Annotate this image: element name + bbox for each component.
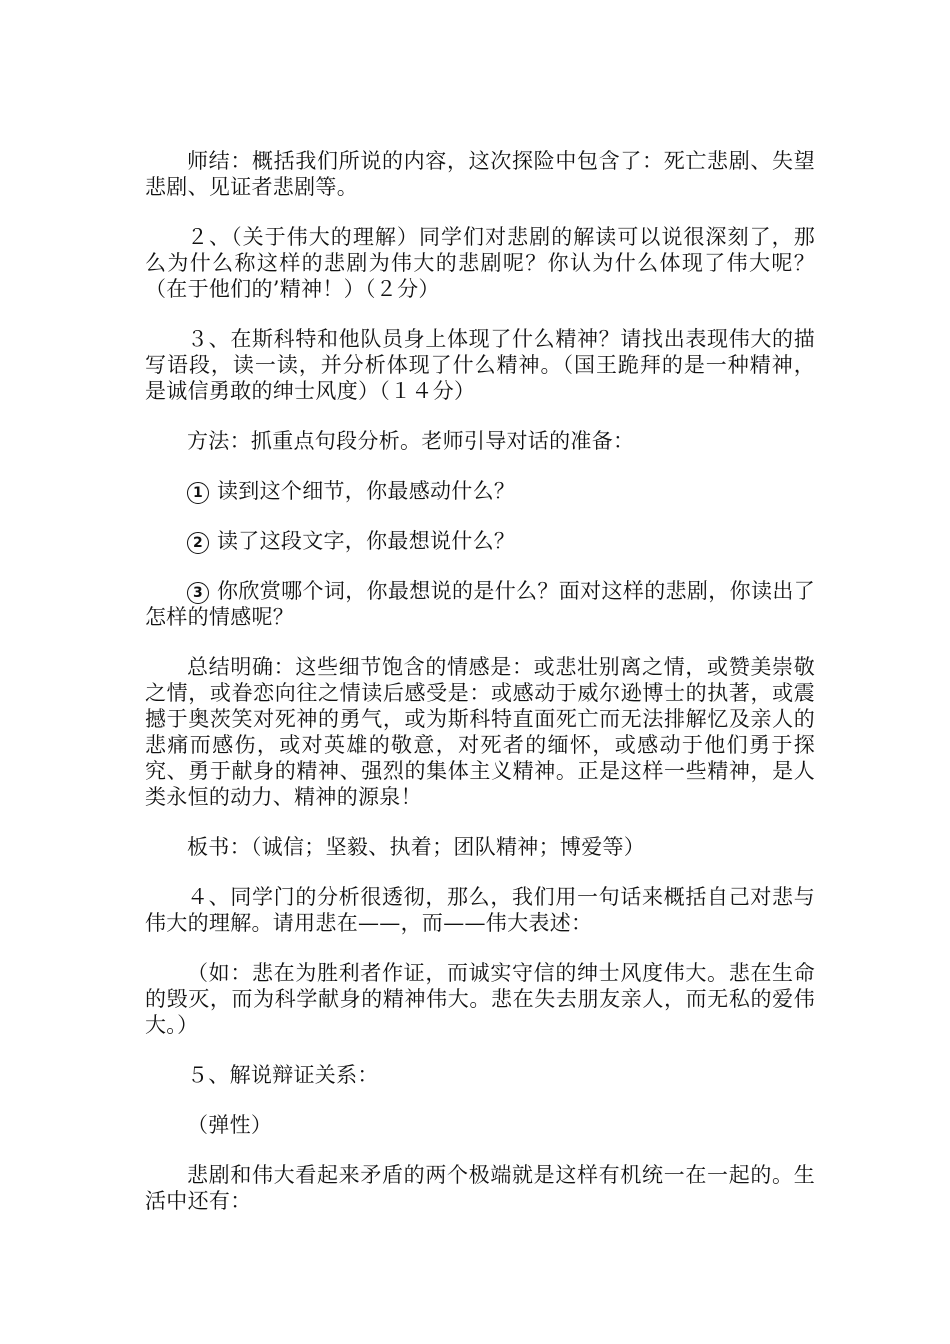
paragraph-method: 方法：抓重点句段分析。老师引导对话的准备：	[187, 429, 635, 453]
paragraph-question-3: ３、在斯科特和他队员身上体现了什么精神？请找出表现伟大的描写语段，读一读，并分析体现了什么精神。（国王跪拜的是一种精神，是诚信勇敢的绅士风度）（１４分）	[145, 327, 815, 403]
paragraph-example: （如：悲在为胜利者作证，而诚实守信的绅士风度伟大。悲在生命的毁灭，而为科学献身的精神伟大。悲在失去朋友亲人，而无私的爱伟大。）	[145, 961, 815, 1037]
guide-question-2	[145, 528, 815, 554]
paragraph-teacher-summary: 师结：概括我们所说的内容，这次探险中包含了：死亡悲剧、失望悲剧、见证者悲剧等。	[145, 149, 815, 199]
paragraph-question-4: ４、同学门的分析很透彻，那么，我们用一句话来概括自己对悲与伟大的理解。请用悲在——，而——伟大表述：	[145, 885, 815, 935]
document-body	[145, 148, 815, 1238]
paragraph-question-2: ２、（关于伟大的理解）同学们对悲剧的解读可以说很深刻了，那么为什么称这样的悲剧为伟大的悲剧呢？你认为什么体现了伟大呢？（在于他们的’精神！）（２分）	[145, 225, 815, 301]
guide-question-3	[145, 578, 815, 630]
paragraph-conclusion: 总结明确：这些细节饱含的情感是：或悲壮别离之情，或赞美崇敬之情，或眷恋向往之情读后感受是：或感动于威尔逊博士的执著，或震撼于奥茨笑对死神的勇气，或为斯科特直面死亡而无法排解忆及亲人的悲痛而感伤，或对英雄的敬意，对死者的缅怀，或感动于他们勇于探究、勇于献身的精神、强烈的集体主义精神。正是这样一些精神，是人类永恒的动力、精神的源泉！	[145, 655, 815, 809]
circled-number-2: 2	[187, 532, 209, 554]
guide-question-text: 读了这段文字，你最想说什么？	[217, 529, 516, 553]
paragraph-blackboard: 板书：（诚信；坚毅、执着；团队精神；博爱等）	[187, 835, 646, 859]
guide-question-text: 读到这个细节，你最感动什么？	[217, 479, 516, 503]
paragraph-elastic: （弹性）	[187, 1113, 273, 1137]
circled-number-3: 3	[187, 582, 209, 604]
circled-number-1: 1	[187, 482, 209, 504]
paragraph-question-5: ５、解说辩证关系：	[187, 1063, 379, 1087]
guide-question-text: 你欣赏哪个词，你最想说的是什么？面对这样的悲剧，你读出了怎样的情感呢？	[145, 579, 815, 629]
paragraph-dialectic: 悲剧和伟大看起来矛盾的两个极端就是这样有机统一在一起的。生活中还有：	[145, 1163, 815, 1213]
guide-question-1	[145, 478, 815, 504]
